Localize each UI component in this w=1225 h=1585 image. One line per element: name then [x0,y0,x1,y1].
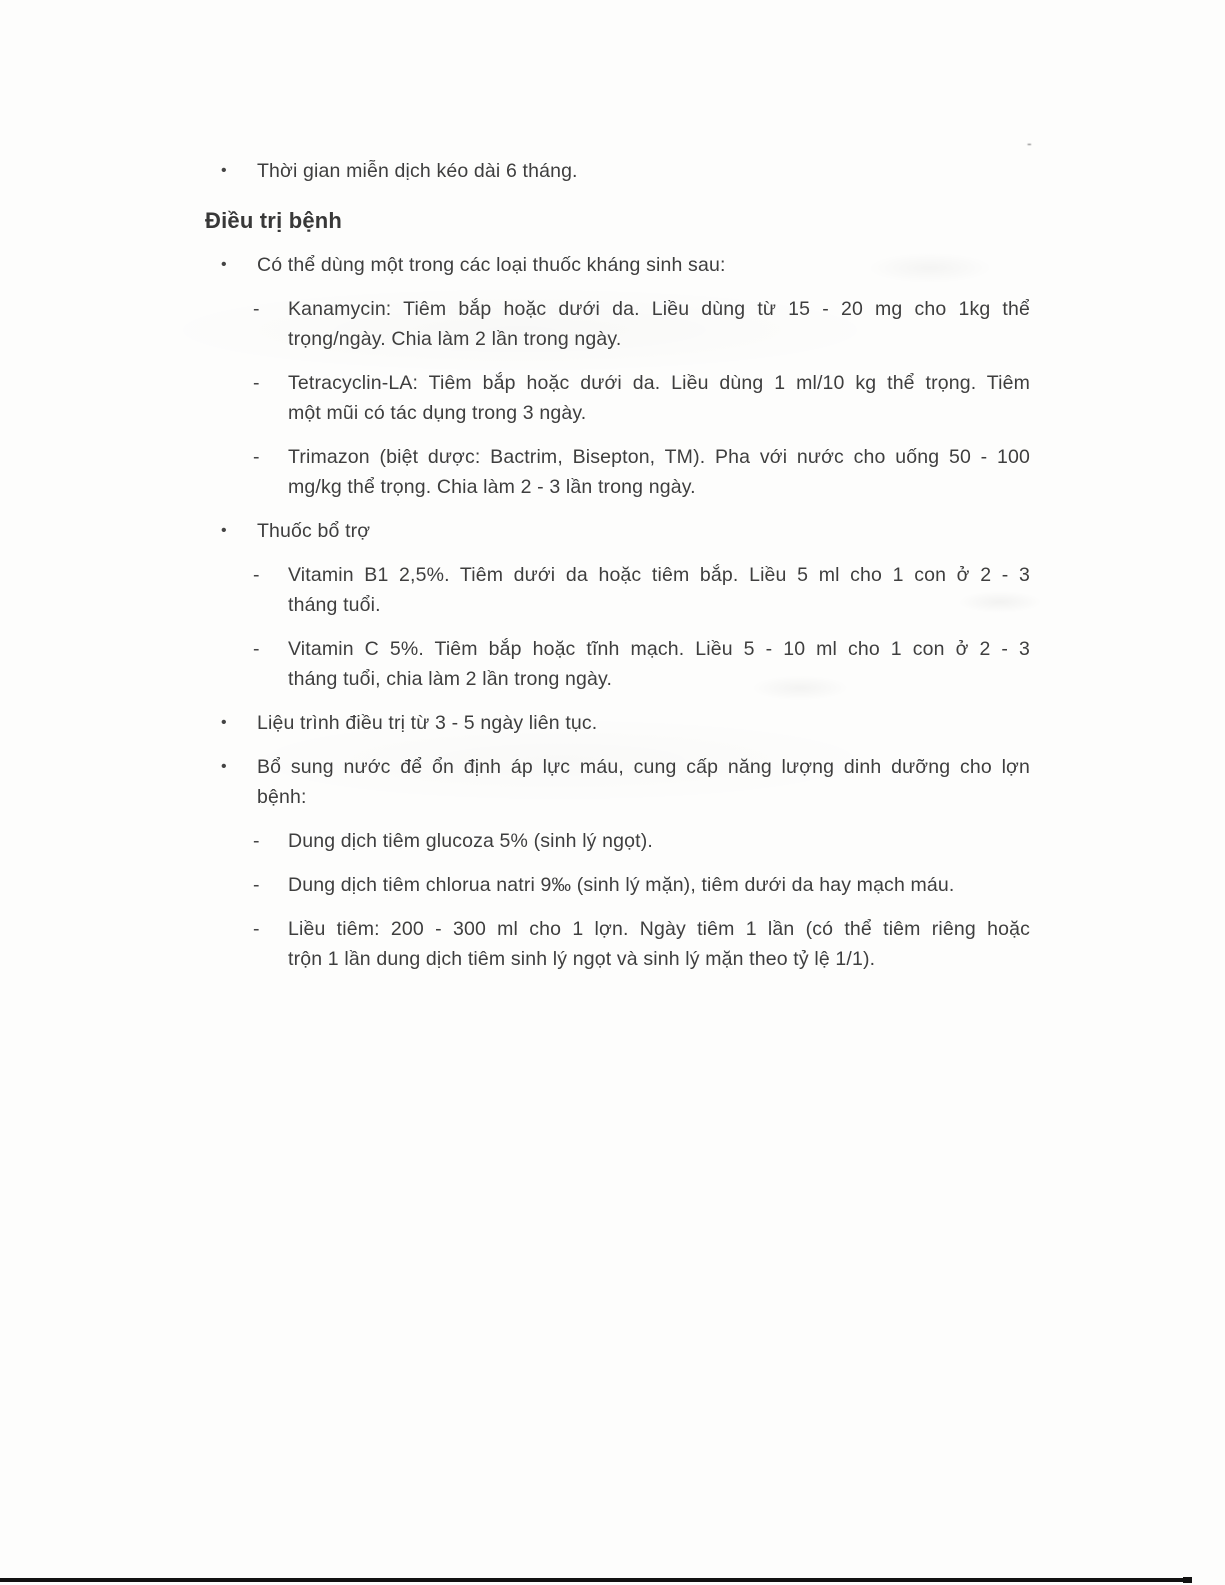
page-bottom-rule-end [1183,1577,1192,1583]
dash-list-item [205,368,1030,428]
dash-list-item [205,634,1030,694]
dash-list-item [205,870,1030,900]
dash-marker: - [253,830,260,852]
dash-list-item [205,914,1030,974]
text-line: tháng tuổi, chia làm 2 lần trong ngày. [288,668,613,690]
text-line: trọng/ngày. Chia làm 2 lần trong ngày. [288,328,622,350]
text-line: Có thể dùng một trong các loại thuốc kháng sinh sau: [257,254,726,276]
bullet-list-item [205,708,1030,738]
text-line: mg/kg thể trọng. Chia làm 2 - 3 lần trong ngày. [288,476,696,498]
dash-marker: - [253,298,260,320]
bullet-marker: • [221,522,227,539]
bullet-list-item [205,516,1030,546]
text-line: Dung dịch tiêm glucoza 5% (sinh lý ngọt). [288,830,653,852]
dash-marker: - [253,372,260,394]
text-line: Thuốc bổ trợ [257,520,371,542]
dash-marker: - [253,918,260,940]
bullet-list-item [205,250,1030,280]
scan-artifact-mark: - [1027,135,1032,151]
text-line: Vitamin C 5%. Tiêm bắp hoặc tĩnh mạch. Liều 5 - 10 ml cho 1 con ở 2 - 3 [288,638,1030,660]
bullet-marker: • [221,162,227,179]
bullet-list-item [205,752,1030,812]
text-line: Liều tiêm: 200 - 300 ml cho 1 lợn. Ngày tiêm 1 lần (có thể tiêm riêng hoặc [288,918,1030,940]
page-content [205,156,1030,974]
bullet-marker: • [221,758,227,775]
section-heading [205,206,1030,236]
dash-marker: - [253,874,260,896]
dash-marker: - [253,638,260,660]
text-line: Kanamycin: Tiêm bắp hoặc dưới da. Liều dùng từ 15 - 20 mg cho 1kg thể [288,298,1030,320]
dash-list-item [205,294,1030,354]
bullet-marker: • [221,714,227,731]
text-line: Dung dịch tiêm chlorua natri 9‰ (sinh lý mặn), tiêm dưới da hay mạch máu. [288,874,955,896]
page-bottom-rule [0,1578,1191,1582]
text-line: một mũi có tác dụng trong 3 ngày. [288,402,587,424]
dash-list-item [205,560,1030,620]
dash-list-item [205,442,1030,502]
text-line: tháng tuổi. [288,594,381,616]
dash-list-item [205,826,1030,856]
text-line: Liệu trình điều trị từ 3 - 5 ngày liên tục. [257,712,598,734]
text-line: Bổ sung nước để ổn định áp lực máu, cung cấp năng lượng dinh dưỡng cho lợn [257,756,1030,778]
text-line: bệnh: [257,786,307,808]
text-line: Vitamin B1 2,5%. Tiêm dưới da hoặc tiêm bắp. Liều 5 ml cho 1 con ở 2 - 3 [288,564,1030,586]
text-line: Tetracyclin-LA: Tiêm bắp hoặc dưới da. Liều dùng 1 ml/10 kg thể trọng. Tiêm [288,372,1030,394]
text-line: Điều trị bệnh [205,208,343,233]
text-line: Trimazon (biệt dược: Bactrim, Bisepton, TM). Pha với nước cho uống 50 - 100 [288,446,1030,468]
dash-marker: - [253,446,260,468]
bullet-list-item [205,156,1030,186]
bullet-marker: • [221,256,227,273]
text-line: trộn 1 lần dung dịch tiêm sinh lý ngọt và sinh lý mặn theo tỷ lệ 1/1). [288,948,876,970]
text-line: Thời gian miễn dịch kéo dài 6 tháng. [257,160,578,182]
dash-marker: - [253,564,260,586]
